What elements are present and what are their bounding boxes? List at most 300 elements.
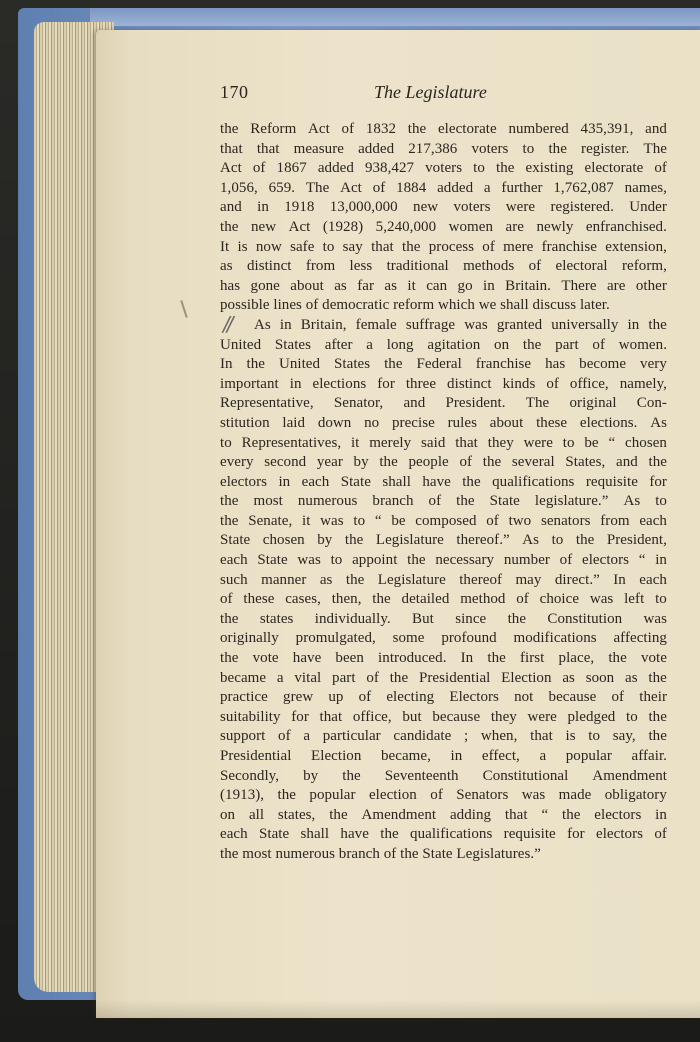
word: precise — [391, 414, 435, 431]
word: namely, — [619, 375, 667, 392]
word: other — [635, 277, 667, 294]
word: that — [371, 238, 394, 255]
word: all — [248, 806, 265, 823]
word: the — [389, 669, 409, 686]
word: in — [279, 316, 292, 333]
word: merely — [369, 434, 412, 451]
word: shall — [300, 826, 330, 843]
word: say, — [612, 728, 636, 745]
word: cases, — [285, 591, 321, 608]
word: a — [483, 179, 491, 196]
word: the — [648, 316, 667, 333]
word: female — [355, 316, 397, 333]
word: franchise — [475, 356, 532, 373]
word: the — [548, 140, 567, 157]
word: Con- — [636, 395, 667, 412]
word: vote — [252, 650, 279, 667]
text-line — [220, 531, 667, 551]
word: of — [372, 179, 386, 196]
word: because — [548, 689, 597, 706]
word: electors — [594, 806, 642, 823]
word: reform, — [621, 258, 667, 275]
word: were — [527, 708, 557, 725]
word: Secondly, — [220, 767, 280, 784]
word: to — [330, 552, 343, 569]
word: that — [319, 708, 343, 725]
word: 1832 — [365, 121, 397, 137]
word: elections. — [579, 414, 638, 431]
word: Legislature — [375, 532, 444, 549]
word: important — [220, 375, 279, 392]
text-line: possible lines of democratic reform which we shall discuss later. — [220, 297, 610, 314]
word: “ — [374, 512, 382, 529]
word: the — [402, 238, 421, 255]
word: practice — [220, 689, 268, 706]
word: these — [243, 591, 275, 608]
word: vote — [640, 650, 667, 667]
word: was — [297, 552, 321, 569]
word: vital — [294, 669, 322, 686]
text-line — [220, 786, 667, 806]
word: Legislature — [377, 571, 446, 588]
body-text — [220, 120, 667, 865]
word: of — [430, 787, 443, 804]
word: (1913), — [220, 787, 265, 804]
word: direct.” — [554, 571, 600, 588]
word: 435,391, — [580, 121, 634, 137]
word: the — [246, 356, 266, 373]
word: originally — [220, 630, 279, 647]
word: the — [380, 826, 399, 843]
word: was — [643, 610, 667, 627]
word: Senate, — [248, 512, 293, 529]
word: far — [357, 277, 375, 294]
word: to — [655, 591, 667, 608]
word: three — [405, 375, 437, 392]
word: became — [220, 669, 267, 686]
word: Representative, — [220, 395, 314, 412]
word: qualifications — [410, 826, 493, 843]
word: to — [626, 708, 638, 725]
word: of — [528, 258, 542, 275]
word: number — [503, 552, 550, 569]
word: As — [650, 414, 667, 431]
word: the — [329, 806, 348, 823]
word: the — [507, 610, 527, 627]
word: the — [342, 767, 361, 784]
word: the — [608, 650, 627, 667]
word: year — [316, 454, 343, 471]
word: the — [407, 552, 426, 569]
word: Federal — [416, 356, 462, 373]
word: the — [277, 787, 296, 804]
word: their — [639, 689, 667, 706]
word: the — [496, 160, 515, 177]
word: said — [421, 434, 446, 451]
word: of — [546, 375, 559, 392]
word: modifications — [513, 630, 597, 647]
word: a — [303, 728, 311, 745]
word: new — [250, 218, 277, 235]
text-line — [220, 473, 667, 493]
word: the — [220, 218, 239, 235]
word: can — [426, 277, 448, 294]
word: The — [643, 140, 667, 157]
word: from — [305, 258, 336, 275]
word: added — [317, 160, 354, 177]
text-line — [220, 806, 667, 826]
text-line — [220, 394, 667, 414]
word: in — [450, 748, 463, 764]
word: now — [255, 238, 282, 255]
word: for — [291, 708, 309, 725]
word: as — [319, 571, 333, 588]
word: distinct — [447, 375, 492, 392]
word: It — [220, 238, 230, 255]
word: But — [412, 610, 434, 627]
word: from — [600, 512, 630, 529]
word: Seventeenth — [384, 767, 459, 784]
text-line: the most numerous branch of the State Legislatures.” — [220, 845, 541, 862]
word: detailed — [401, 591, 450, 608]
word: second — [264, 454, 307, 471]
word: of — [516, 591, 529, 608]
word: the — [220, 650, 239, 667]
word: affair. — [631, 748, 667, 764]
word: appoint — [352, 552, 398, 569]
word: State — [220, 532, 251, 549]
word: for — [567, 826, 585, 843]
word: mere — [503, 238, 534, 255]
word: individually. — [314, 610, 391, 627]
word: to — [655, 493, 667, 510]
word: to — [220, 434, 232, 451]
word: President, — [606, 532, 667, 549]
word: the — [456, 493, 475, 510]
word: States, — [565, 454, 606, 471]
word: in — [655, 806, 667, 823]
word: the — [561, 806, 581, 823]
word: affecting — [613, 630, 667, 647]
word: a — [539, 748, 547, 764]
word: two — [508, 512, 532, 529]
word: be — [584, 434, 599, 451]
word: each — [639, 571, 667, 588]
word: for — [377, 375, 395, 392]
word: State — [489, 493, 520, 510]
word: added — [437, 179, 474, 196]
word: The — [305, 179, 330, 196]
word: measure — [293, 140, 344, 157]
word: new — [413, 199, 439, 216]
word: Amendment — [361, 806, 437, 823]
word: method — [460, 591, 506, 608]
word: laid — [282, 414, 306, 431]
word: people — [408, 454, 449, 471]
word: the — [407, 121, 427, 137]
word: was — [464, 316, 488, 333]
word: Britain, — [300, 316, 347, 333]
word: have — [292, 650, 322, 667]
word: candidate — [393, 728, 452, 745]
word: in — [289, 375, 302, 392]
text-line — [220, 355, 667, 375]
word: voters — [453, 199, 491, 216]
word: go — [457, 277, 473, 294]
word: to — [522, 140, 535, 157]
word: part — [332, 669, 356, 686]
word: women. — [618, 336, 667, 353]
word: chosen — [262, 532, 305, 549]
word: is — [565, 728, 576, 745]
word: Election — [311, 748, 362, 764]
word: may — [515, 571, 542, 588]
word: of — [252, 160, 266, 177]
word: the — [648, 454, 667, 471]
word: electors — [220, 473, 268, 490]
word: and — [403, 395, 426, 412]
word: Act — [220, 160, 242, 177]
word: to — [353, 512, 366, 529]
page-bottom-shadow — [96, 1000, 700, 1018]
word: 659. — [268, 179, 296, 196]
word: were — [505, 199, 536, 216]
word: left — [624, 591, 645, 608]
word: were — [523, 434, 553, 451]
word: electing — [386, 689, 435, 706]
text-line — [220, 238, 667, 258]
word: that — [504, 806, 528, 823]
word: There — [561, 277, 597, 294]
word: States — [274, 336, 312, 353]
word: Reform — [250, 121, 297, 137]
word: as — [384, 277, 397, 294]
word: women — [448, 218, 494, 235]
word: Representatives, — [241, 434, 342, 451]
word: Act — [340, 179, 362, 196]
word: support — [220, 728, 266, 745]
word: have — [340, 826, 369, 843]
word: to — [562, 434, 575, 451]
word: Senator, — [333, 395, 384, 412]
word: up — [328, 689, 344, 706]
word: President. — [445, 395, 506, 412]
word: necessary — [435, 552, 495, 569]
word: In — [220, 356, 233, 373]
word: popular — [565, 748, 612, 764]
word: adding — [449, 806, 492, 823]
word: on — [494, 336, 510, 353]
word: of — [592, 336, 606, 353]
word: the — [648, 669, 667, 686]
word: Act — [288, 218, 311, 235]
word: the — [482, 454, 502, 471]
text-line — [220, 120, 667, 140]
book-cover-top-edge — [90, 8, 700, 26]
word: the — [648, 708, 667, 725]
word: elections — [312, 375, 367, 392]
word: and — [616, 454, 638, 471]
word: methods — [463, 258, 515, 275]
word: 1884 — [396, 179, 427, 196]
word: safe — [290, 238, 315, 255]
page-number: 170 — [220, 82, 249, 102]
word: each — [220, 826, 248, 843]
word: to — [551, 532, 564, 549]
word: that — [220, 140, 243, 157]
word: electors — [582, 552, 630, 569]
word: became, — [381, 748, 431, 764]
word: have — [422, 473, 451, 490]
text-line — [220, 453, 667, 473]
word: that — [530, 728, 553, 745]
word: Amendment — [592, 767, 667, 784]
word: rules — [447, 414, 477, 431]
word: States — [334, 356, 371, 373]
word: the — [487, 650, 506, 667]
word: since — [455, 610, 487, 627]
word: As — [254, 316, 271, 333]
word: down — [317, 414, 352, 431]
word: not — [514, 689, 534, 706]
word: in — [627, 316, 640, 333]
word: first — [519, 650, 545, 667]
word: in — [257, 199, 269, 216]
word: the — [220, 512, 239, 529]
word: electors — [596, 826, 644, 843]
word: by — [317, 532, 333, 549]
word: it — [302, 512, 311, 529]
word: several — [511, 454, 555, 471]
word: “ — [638, 552, 646, 569]
word: thereof.” — [456, 532, 510, 549]
word: senators — [540, 512, 591, 529]
word: soon — [585, 669, 615, 686]
word: process — [428, 238, 475, 255]
word: newly — [536, 218, 574, 235]
word: some — [392, 630, 425, 647]
word: Constitution — [547, 610, 623, 627]
word: of — [482, 238, 495, 255]
word: names, — [624, 179, 667, 196]
word: Britain. — [505, 277, 551, 294]
word: distinct — [246, 258, 292, 275]
word: and — [645, 121, 667, 137]
word: stitution — [220, 414, 270, 431]
word: enfranchised. — [585, 218, 667, 235]
word: states — [259, 610, 294, 627]
word: the — [220, 493, 239, 510]
word: the — [372, 591, 391, 608]
word: been — [335, 650, 364, 667]
word: In — [460, 650, 474, 667]
word: of — [366, 669, 379, 686]
word: such — [220, 571, 248, 588]
word: by — [303, 767, 319, 784]
word: Presidential — [220, 748, 292, 764]
text-line — [220, 610, 667, 630]
word: obligatory — [604, 787, 667, 804]
word: of — [654, 160, 667, 177]
page-header — [220, 82, 667, 108]
word: as — [625, 669, 638, 686]
word: that — [455, 434, 478, 451]
word: has — [220, 277, 241, 294]
word: as — [334, 277, 347, 294]
word: shall — [382, 473, 411, 490]
text-line — [220, 590, 667, 610]
word: office, — [569, 375, 609, 392]
word: after — [324, 336, 353, 353]
text-line — [220, 257, 667, 277]
word: Presidential — [418, 669, 491, 686]
word: universally — [551, 316, 619, 333]
word: part — [555, 336, 579, 353]
word: popular — [309, 787, 356, 804]
text-line — [220, 629, 667, 649]
word: 1867 — [276, 160, 307, 177]
word: of — [220, 591, 233, 608]
word: made — [558, 787, 592, 804]
word: the — [575, 532, 595, 549]
word: numerous — [297, 493, 358, 510]
text-line — [220, 375, 667, 395]
word: added — [358, 140, 395, 157]
word: “ — [541, 806, 549, 823]
word: then, — [331, 591, 362, 608]
word: 1,056, — [220, 179, 258, 196]
word: The — [525, 395, 550, 412]
word: election — [368, 787, 417, 804]
word: of — [358, 689, 372, 706]
word: kinds — [502, 375, 536, 392]
word: and — [220, 199, 242, 216]
word: of — [654, 826, 667, 843]
word: was — [320, 512, 344, 529]
word: about — [489, 414, 524, 431]
word: manner — [261, 571, 307, 588]
word: the — [220, 121, 239, 137]
word: a — [276, 669, 284, 686]
word: chosen — [625, 434, 667, 451]
word: State — [258, 826, 290, 843]
word: original — [569, 395, 617, 412]
word: about — [290, 277, 324, 294]
word: the — [379, 454, 398, 471]
word: branch — [372, 493, 414, 510]
word: Act — [308, 121, 330, 137]
word: but — [402, 708, 422, 725]
word: ; — [464, 728, 469, 745]
word: was — [521, 787, 546, 804]
word: every — [220, 454, 254, 471]
word: that — [256, 140, 280, 157]
word: less — [349, 258, 373, 275]
text-line — [220, 218, 667, 238]
word: granted — [496, 316, 543, 333]
word: franchise — [541, 238, 597, 255]
word: most — [253, 493, 283, 510]
word: of — [341, 121, 355, 137]
word: of — [428, 493, 442, 510]
word: suitability — [220, 708, 281, 725]
word: the — [384, 356, 403, 373]
word: grew — [283, 689, 314, 706]
word: 217,386 — [408, 140, 458, 157]
word: numbered — [508, 121, 569, 137]
word: on — [220, 806, 236, 823]
word: in — [483, 277, 495, 294]
